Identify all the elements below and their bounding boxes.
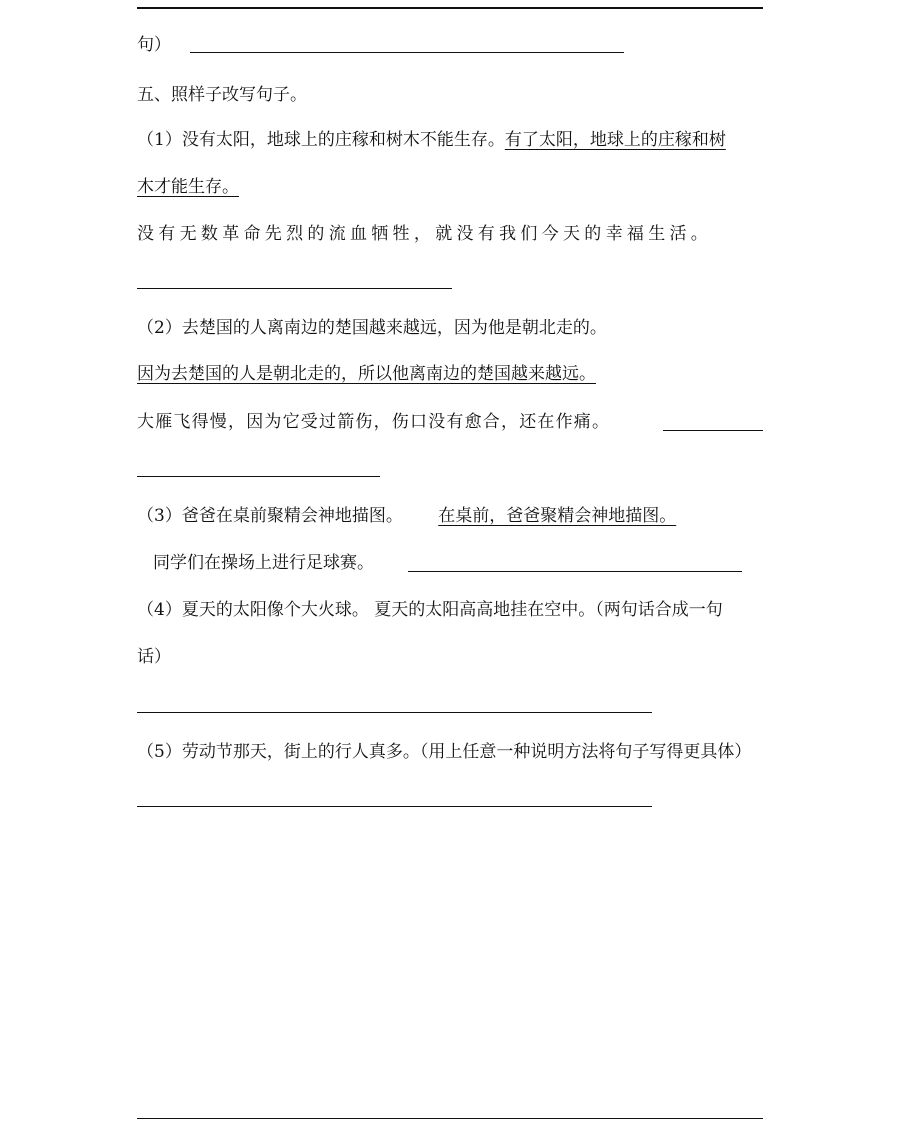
- item3-line: [137, 505, 676, 527]
- item5-answer-blank[interactable]: [137, 806, 652, 807]
- item1-example-part2: 木才能生存。: [137, 177, 239, 197]
- item3-answer-blank[interactable]: [408, 571, 742, 572]
- answer-blank-continued[interactable]: [190, 52, 624, 53]
- item1-prompt: （1）没有太阳，地球上的庄稼和树木不能生存。: [137, 130, 505, 150]
- item5-prompt: （5）劳动节那天，街上的行人真多。（用上任意一种说明方法将句子写得更具体）: [137, 742, 752, 762]
- item3-exercise: 同学们在操场上进行足球赛。: [153, 553, 374, 573]
- continued-text: [137, 34, 171, 56]
- top-rule: [137, 7, 763, 9]
- item1-line: [137, 129, 726, 151]
- item2-prompt: （2）去楚国的人离南边的楚国越来越远，因为他是朝北走的。: [137, 318, 607, 338]
- item2-example: 因为去楚国的人是朝北走的，所以他离南边的楚国越来越远。: [137, 364, 596, 384]
- item1-answer-blank[interactable]: [137, 288, 452, 289]
- item1-example-part1: 有了太阳，地球上的庄稼和树: [504, 130, 726, 150]
- item2-exercise: 大雁飞得慢，因为它受过箭伤，伤口没有愈合，还在作痛。: [137, 412, 611, 432]
- item3-example: 在桌前，爸爸聚精会神地描图。: [438, 506, 677, 526]
- section-title: 五、照样子改写句子。: [137, 85, 307, 105]
- item4-prompt-cont: 话）: [137, 647, 171, 667]
- item2-answer-blank-1[interactable]: [663, 430, 763, 431]
- bottom-rule: [137, 1118, 763, 1119]
- item3-prompt: （3）爸爸在桌前聚精会神地描图。: [137, 506, 403, 526]
- item4-answer-blank[interactable]: [137, 712, 652, 713]
- continued-text-tail: 句）: [137, 35, 171, 55]
- item4-prompt: （4）夏天的太阳像个大火球。 夏天的太阳高高地挂在空中。（两句话合成一句: [137, 600, 723, 620]
- item2-answer-blank-2[interactable]: [137, 476, 380, 477]
- item1-exercise: 没有无数革命先烈的流血牺牲，就没有我们今天的幸福生活。: [137, 224, 713, 244]
